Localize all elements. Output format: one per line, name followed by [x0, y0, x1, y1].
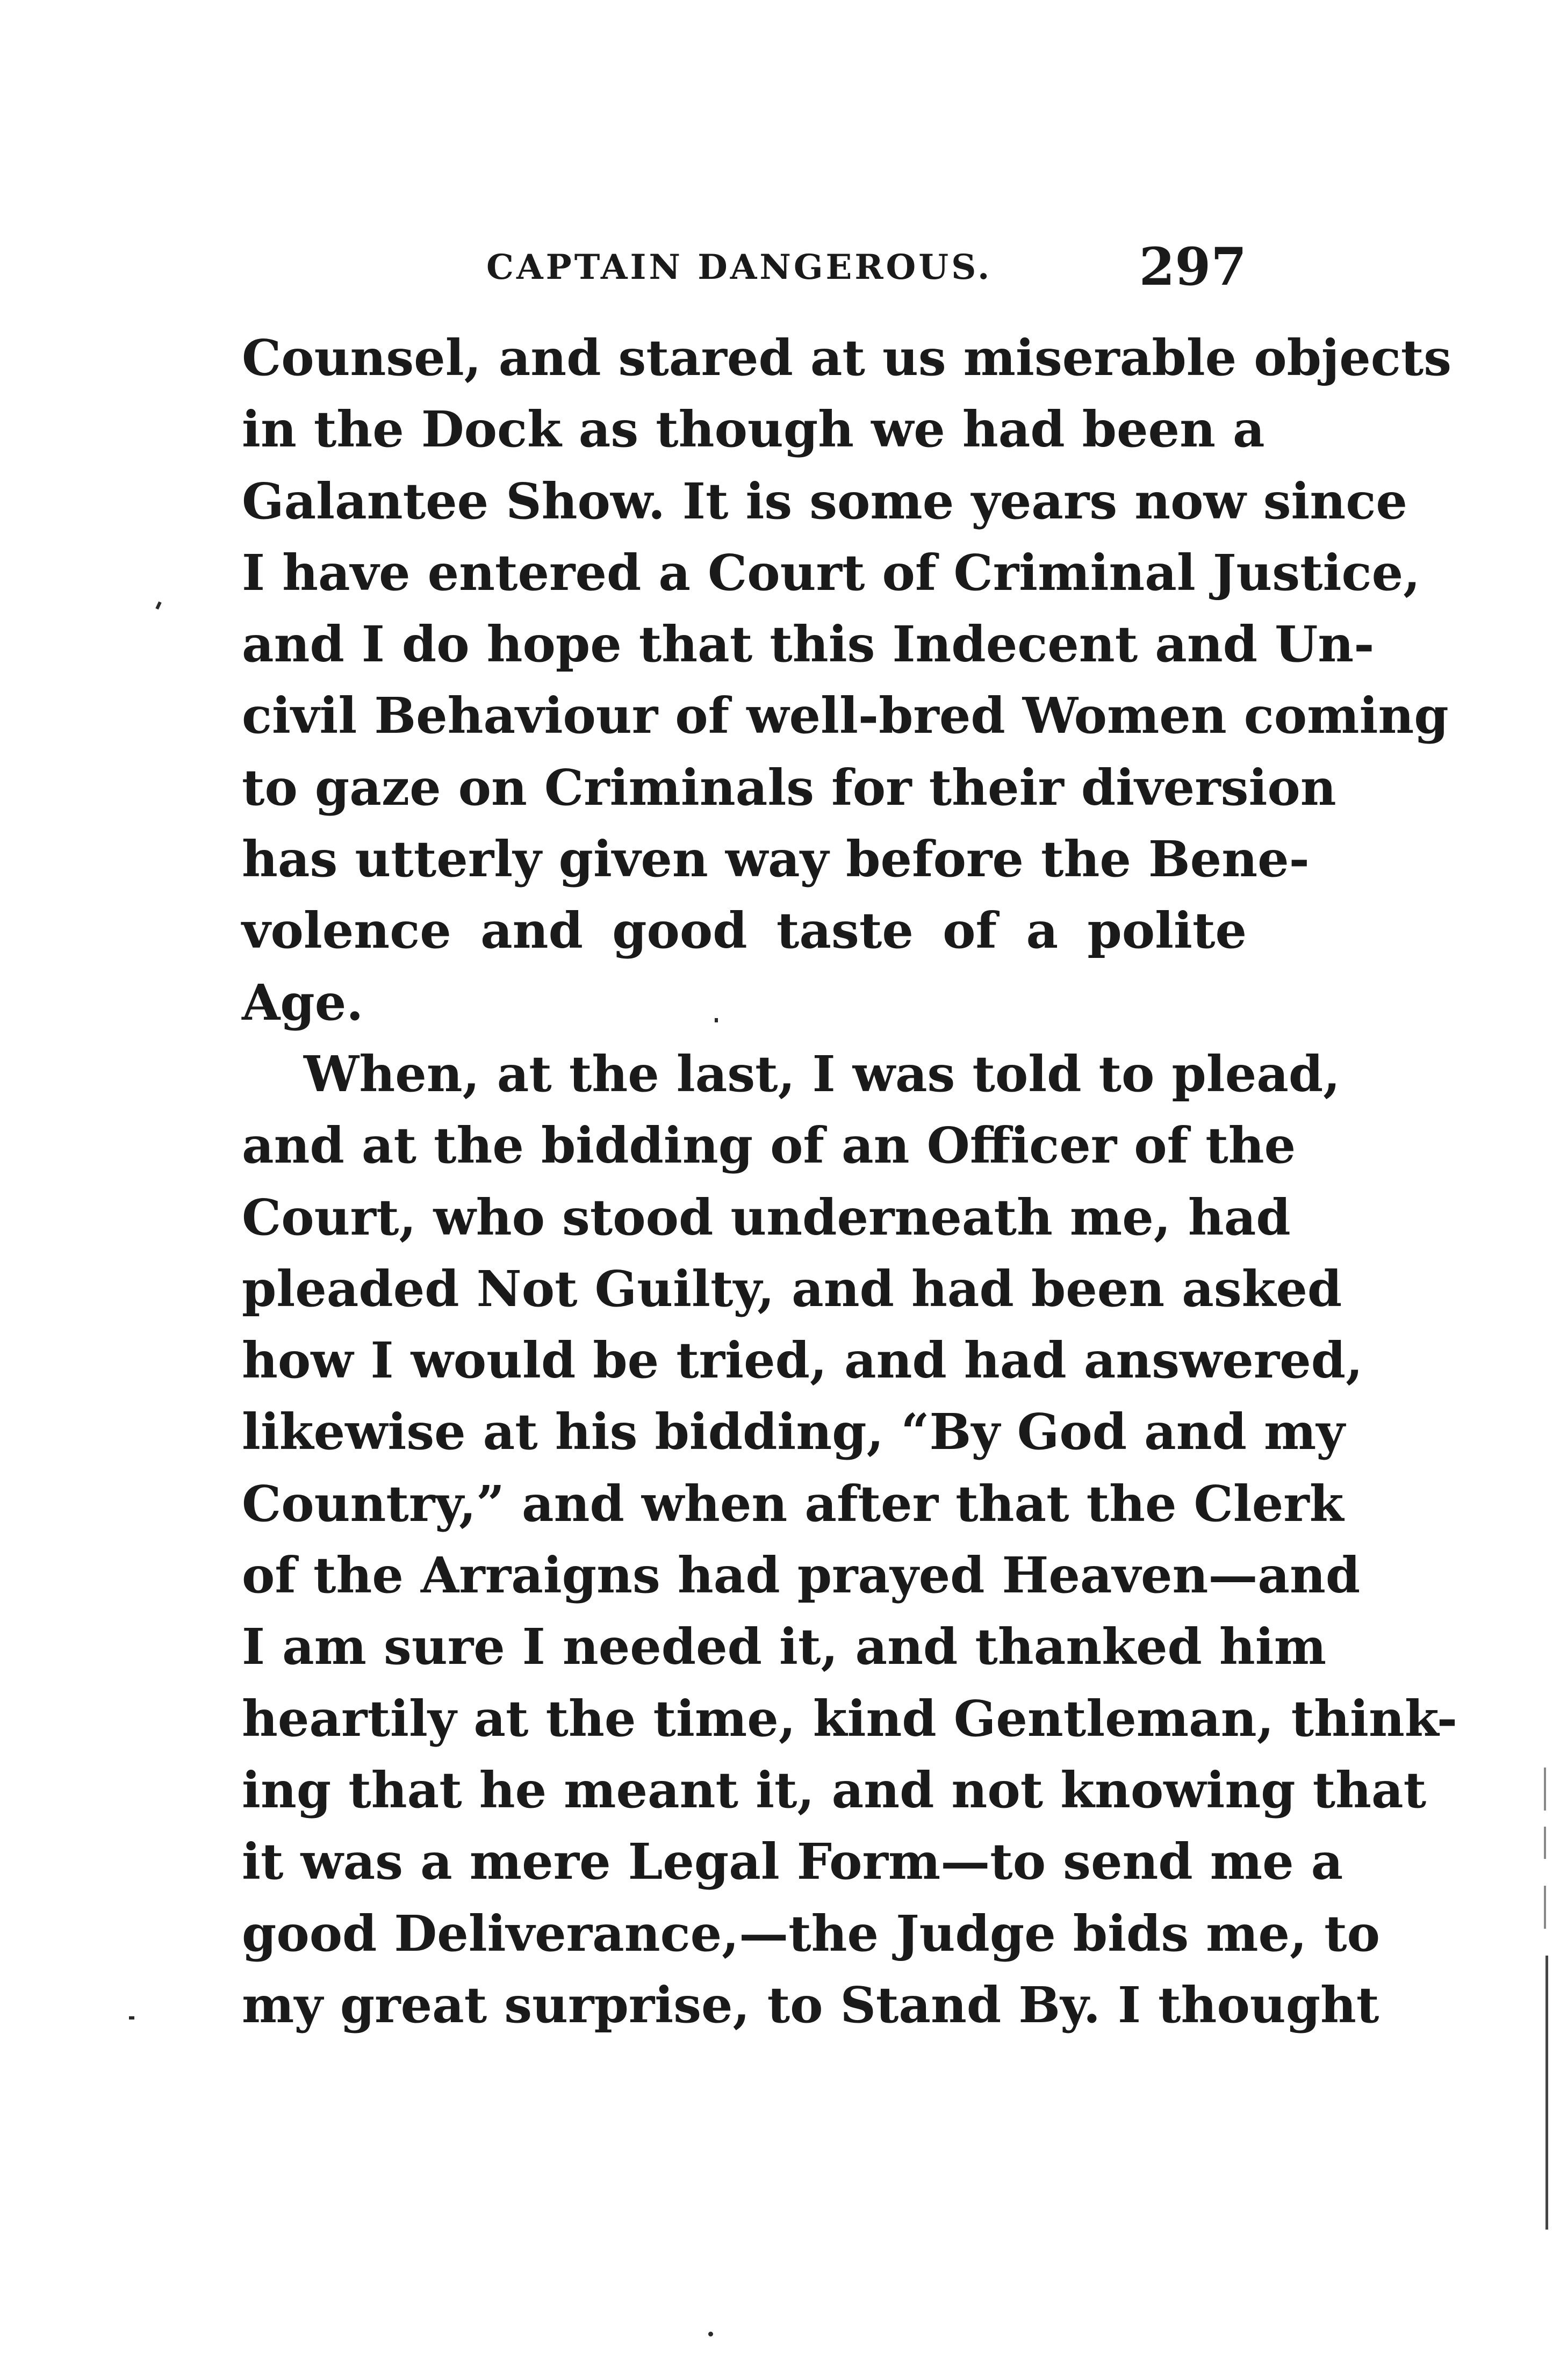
text-line: I have entered a Court of Criminal Justice, — [242, 543, 1421, 602]
scan-speck — [155, 601, 161, 609]
scan-edge-line — [1544, 1886, 1546, 1929]
text-line: good Deliverance,—the Judge bids me, to — [242, 1904, 1380, 1963]
body-text — [242, 322, 1458, 2041]
text-line: heartily at the time, kind Gentleman, think- — [242, 1689, 1458, 1748]
text-line: Counsel, and stared at us miserable objects — [242, 329, 1452, 387]
text-line: pleaded Not Guilty, and had been asked — [242, 1259, 1342, 1318]
paragraph-start-line: When, at the last, I was told to plead, — [304, 1044, 1341, 1103]
text-line: and at the bidding of an Officer of the — [242, 1116, 1296, 1175]
text-line: I am sure I needed it, and thanked him — [242, 1618, 1327, 1676]
scan-edge-line — [1544, 1768, 1546, 1811]
text-line: ing that he meant it, and not knowing that — [242, 1761, 1427, 1819]
text-line: my great surprise, to Stand By. I thought — [242, 1975, 1379, 2034]
text-line: Country,” and when after that the Clerk — [242, 1474, 1344, 1533]
text-line: civil Behaviour of well-bred Women coming — [242, 687, 1449, 745]
text-line: how I would be tried, and had answered, — [242, 1331, 1363, 1390]
text-line: Galantee Show. It is some years now since — [242, 472, 1407, 530]
scan-speck — [715, 1018, 718, 1022]
scan-speck — [708, 2332, 713, 2336]
text-line: it was a mere Legal Form—to send me a — [242, 1833, 1343, 1891]
scan-edge-line — [1545, 1956, 1548, 2230]
running-title: CAPTAIN DANGEROUS. — [486, 247, 993, 287]
text-line: to gaze on Criminals for their diversion — [242, 758, 1336, 817]
paragraph-end-line: Age. — [242, 973, 364, 1032]
text-line: has utterly given way before the Bene- — [242, 830, 1310, 889]
scan-edge-line — [1544, 1827, 1546, 1859]
page-number: 297 — [1139, 236, 1247, 297]
text-line: of the Arraigns had prayed Heaven—and — [242, 1546, 1361, 1605]
scan-speck — [129, 2016, 134, 2020]
text-line: likewise at his bidding, “By God and my — [242, 1403, 1345, 1461]
page-header — [242, 236, 1247, 295]
text-line: and I do hope that this Indecent and Un- — [242, 615, 1375, 674]
text-line: volence and good taste of a polite — [242, 901, 1247, 960]
text-line: in the Dock as though we had been a — [242, 400, 1265, 459]
text-line: Court, who stood underneath me, had — [242, 1188, 1291, 1246]
